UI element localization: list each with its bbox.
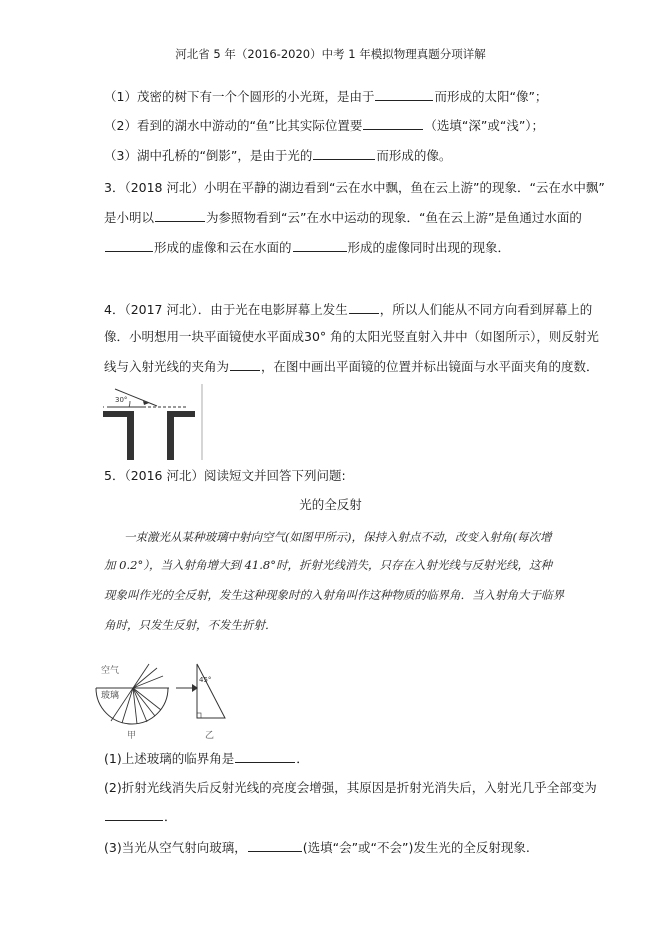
q4-line1 [104, 301, 592, 318]
q4-line3 [104, 358, 599, 375]
q5-answer1-text-a: (1)上述玻璃的临界角是 [104, 751, 235, 766]
passage-line: 加 0.2°），当入射角增大到 41.8°时，折射光线消失，只存在入射光线与反射光线，这种 [104, 558, 552, 572]
answer-blank[interactable] [349, 301, 379, 314]
q4-line1-text-b: ，所以人们能从不同方向看到屏幕上的 [379, 302, 593, 317]
answer-blank[interactable] [313, 147, 375, 160]
q5-answer2-text-b: ． [164, 809, 177, 824]
q5-answer2-cont [104, 808, 177, 825]
q5-answer3-text-b: (选填“会”或“不会”)发生光的全反射现象. [302, 840, 530, 855]
q2-part3 [104, 147, 451, 164]
answer-blank[interactable] [293, 239, 347, 252]
q5-answer3 [104, 839, 530, 856]
answer-blank[interactable] [230, 358, 260, 371]
q2-part1 [104, 88, 547, 105]
answer-blank[interactable] [363, 117, 423, 130]
answer-blank[interactable] [155, 209, 205, 222]
q3-line2-text-b: 为参照物看到“云”在水中运动的现象．“鱼在云上游”是鱼通过水面的 [206, 210, 582, 225]
q5-answer1 [104, 750, 309, 767]
q5-answer3-text-a: (3)当光从空气射向玻璃， [104, 840, 247, 855]
passage-line: 角时，只发生反射，不发生折射． [104, 618, 277, 632]
q2-part2-text-b: （选填“深”或“浅”）； [424, 118, 545, 133]
answer-blank[interactable] [235, 750, 295, 763]
q4-line3-text-a: 线与入射光线的夹角为 [104, 359, 230, 374]
q3-line2-text-a: 是小明以 [104, 210, 155, 225]
q2-part1-text-b: 而形成的太阳“像”； [434, 89, 548, 104]
q5-answer1-text-b: ． [296, 751, 309, 766]
q3-line2 [104, 209, 582, 226]
well-figure [103, 384, 203, 460]
q3-line3-text-a: 形成的虚像和云在水面的 [154, 240, 292, 255]
answer-blank[interactable] [375, 88, 433, 101]
q3-line3-text-b: 形成的虚像同时出现的现象． [347, 240, 511, 255]
passage-line: 现象叫作光的全反射，发生这种现象时的入射角叫作这种物质的临界角．当入射角大于临界 [104, 588, 564, 602]
q4-line3-text-b: ，在图中画出平面镜的位置并标出镜面与水平面夹角的度数． [261, 359, 599, 374]
q2-part2 [104, 117, 544, 134]
angle-label: 30° [115, 396, 128, 404]
passage-title: 光的全反射 [299, 497, 362, 512]
q5-intro: 5．（2016 河北）阅读短文并回答下列问题: [104, 468, 346, 483]
fig-label-b: 乙 [205, 731, 215, 741]
q2-part2-text-a: （2）看到的湖水中游动的“鱼”比其实际位置要 [104, 118, 363, 133]
q3-line1: 3．（2018 河北）小明在平静的湖边看到“云在水中飘，鱼在云上游”的现象．“云在水中飘” [104, 180, 605, 195]
q2-part3-text-b: 而形成的像。 [376, 148, 452, 163]
total-reflection-figure [91, 658, 226, 742]
answer-blank[interactable] [105, 239, 153, 252]
page-header: 河北省 5 年（2016-2020）中考 1 年模拟物理真题分项详解 [175, 47, 486, 61]
prism-angle-label: 45° [199, 676, 212, 684]
answer-blank[interactable] [105, 808, 163, 821]
answer-blank[interactable] [248, 839, 302, 852]
glass-label: 玻璃 [101, 691, 120, 701]
fig-label-a: 甲 [127, 731, 137, 741]
q4-line2: 像．小明想用一块平面镜使水平面成30° 角的太阳光竖直射入井中（如图所示），则反射光 [104, 329, 599, 344]
q3-line3 [104, 239, 510, 256]
q2-part1-text-a: （1）茂密的树下有一个个圆形的小光斑，是由于 [104, 89, 375, 104]
passage-line: 一束激光从某种玻璃中射向空气(如图甲所示)，保持入射点不动，改变入射角(每次增 [124, 530, 552, 544]
q5-answer2: (2)折射光线消失后反射光线的亮度会增强，其原因是折射光消失后，入射光几乎全部变为 [104, 780, 597, 795]
air-label: 空气 [101, 666, 120, 676]
q4-line1-text-a: 4．（2017 河北）．由于光在电影屏幕上发生 [104, 302, 348, 317]
q2-part3-text-a: （3）湖中孔桥的“倒影”，是由于光的 [104, 148, 313, 163]
